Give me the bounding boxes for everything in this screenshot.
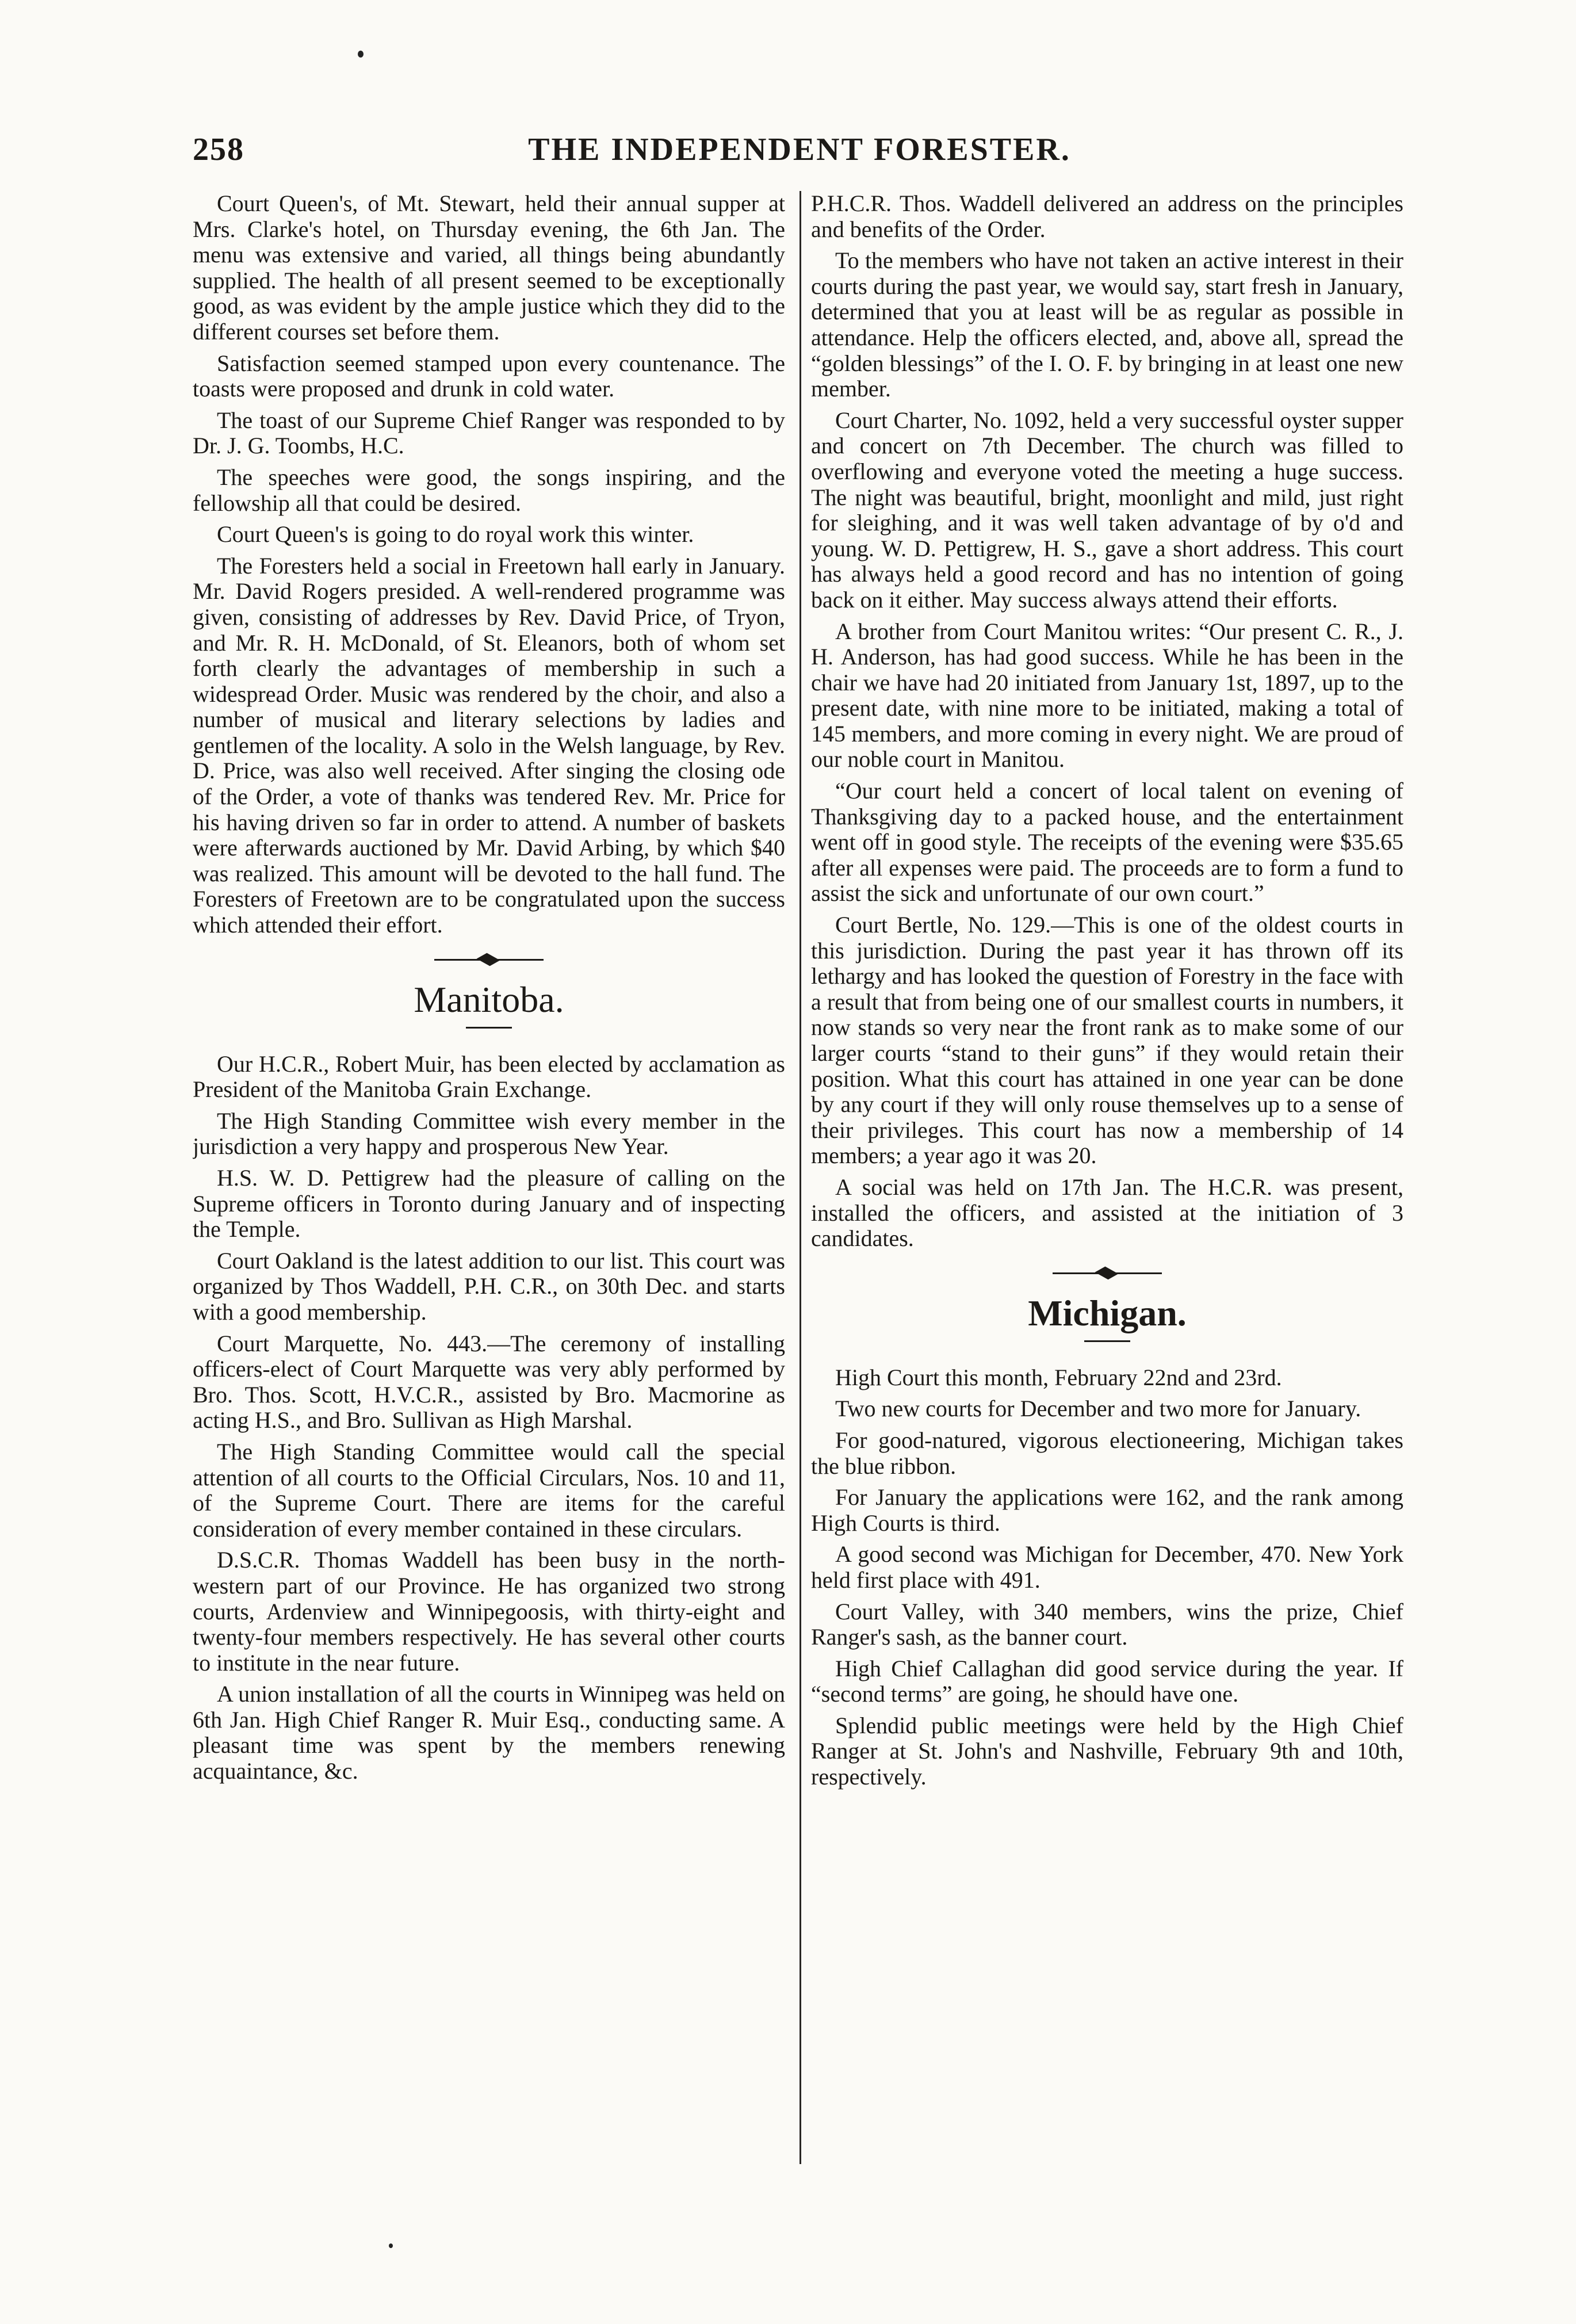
article-paragraph: The High Standing Committee wish every member in the jurisdiction a very happy and prosperous New Year. <box>193 1107 785 1160</box>
article-paragraph: The High Standing Committee would call the special attention of all courts to the Official Circulars, Nos. 10 and 11, of the Supreme Court. There are items for the careful consideration of every member contained in these circulars. <box>193 1438 785 1542</box>
article-paragraph: A brother from Court Manitou writes: “Our present C. R., J. H. Anderson, has had good success. While he has been in the chair we have had 20 initiated from January 1st, 1897, up to the present date, with nine more to be initiated, making a total of 145 members, and more coming in every night. We are proud of our noble court in Manitou. <box>811 618 1403 773</box>
heading-underline <box>1084 1340 1130 1342</box>
article-paragraph: The Foresters held a social in Freetown hall early in January. Mr. David Rogers presided. A well-rendered programme was given, consisting of addresses by Rev. David Price, of Tryon, and Mr. R. H. McDonald, of St. Eleanors, both of whom set forth clearly the advantages of membership in such a widespread Order. Music was rendered by the choir, and also a number of musical and literary selections by ladies and gentlemen of the locality. A solo in the Welsh language, by Rev. D. Price, was also well received. After singing the closing ode of the Order, a vote of thanks was tendered Rev. Mr. Price for his having driven so far in order to attend. A number of baskets were afterwards auctioned by Mr. David Arbing, by which $40 was realized. This amount will be devoted to the hall fund. The Foresters of Freetown are to be congratulated upon the success which attended their effort. <box>193 552 785 938</box>
article-paragraph: The toast of our Supreme Chief Ranger was responded to by Dr. J. G. Toombs, H.C. <box>193 407 785 459</box>
article-paragraph: High Court this month, February 22nd and 23rd. <box>835 1364 1282 1390</box>
article-paragraph: H.S. W. D. Pettigrew had the pleasure of calling on the Supreme officers in Toronto during January and of inspecting the Temple. <box>193 1165 785 1243</box>
article-paragraph: Two new courts for December and two more for January. <box>835 1396 1361 1422</box>
article-paragraph: Court Queen's, of Mt. Stewart, held their annual supper at Mrs. Clarke's hotel, on Thursday evening, the 6th Jan. The menu was extensive and varied, all things being abundantly supplied. The health of all present seemed to be exceptionally good, as was evident by the ample justice which they did to the different courses set before them. <box>193 191 785 345</box>
right-column <box>811 191 1403 2216</box>
article-paragraph: Court Charter, No. 1092, held a very successful oyster supper and concert on 7th December. The church was filled to overflowing and everyone voted the meeting a huge success. The night was beautiful, bright, moonlight and mild, just right for sleighing, and it was well taken advantage of by o'd and young. W. D. Pettigrew, H. S., gave a short address. This court has always held a good record and has no intention of going back on it either. May success always attend their efforts. <box>811 407 1403 613</box>
article-paragraph: Satisfaction seemed stamped upon every countenance. The toasts were proposed and drunk in cold water. <box>193 350 785 402</box>
section-heading-manitoba: Manitoba. <box>414 978 564 1020</box>
article-paragraph: Court Valley, with 340 members, wins the prize, Chief Ranger's sash, as the banner court. <box>811 1598 1403 1650</box>
article-paragraph: Court Marquette, No. 443.—The ceremony of installing officers-elect of Court Marquette was very ably performed by Bro. Thos. Scott, H.V.C.R., assisted by Bro. Macmorine as acting H.S., and Bro. Sullivan as High Marshal. <box>193 1330 785 1434</box>
article-paragraph: A union installation of all the courts in Winnipeg was held on 6th Jan. High Chief Ranger R. Muir Esq., conducting same. A pleasant time was spent by the members renewing acquaintance, &c. <box>193 1681 785 1784</box>
article-paragraph: For good-natured, vigorous electioneering, Michigan takes the blue ribbon. <box>811 1427 1403 1479</box>
article-paragraph: For January the applications were 162, and the rank among High Courts is third. <box>811 1484 1403 1536</box>
article-paragraph: A good second was Michigan for December, 470. New York held first place with 491. <box>811 1541 1403 1593</box>
article-paragraph: P.H.C.R. Thos. Waddell delivered an address on the principles and benefits of the Order. <box>811 191 1403 242</box>
page-header <box>193 131 1406 177</box>
article-paragraph: High Chief Callaghan did good service during the year. If “second terms” are going, he should have one. <box>811 1655 1403 1707</box>
journal-title: THE INDEPENDENT FORESTER. <box>528 132 1071 167</box>
article-paragraph: “Our court held a concert of local talent on evening of Thanksgiving day to a packed house, and the entertainment went off in good style. The receipts of the evening were $35.65 after all expenses were paid. The proceeds are to form a fund to assist the sick and unfortunate of our own court.” <box>811 778 1403 907</box>
article-paragraph: Court Queen's is going to do royal work this winter. <box>217 521 694 548</box>
section-heading-michigan: Michigan. <box>1028 1292 1187 1333</box>
article-paragraph: To the members who have not taken an active interest in their courts during the past year, we would say, start fresh in January, determined that you at least will be as regular as possible in attendance. Help the officers elected, and, above all, spread the “golden blessings” of the I. O. F. by bringing in at least one new member. <box>811 247 1403 402</box>
article-paragraph: Court Bertle, No. 129.—This is one of the oldest courts in this jurisdiction. During the past year it has thrown off its lethargy and has looked the question of Forestry in the face with a result that from being one of our smallest courts in numbers, it now stands so very near the front rank as to make some of our larger courts “stand to their guns” if they would retain their position. What this court has attained in one year can be done by any court if they will only rouse themselves up to a sense of their privileges. This court has now a membership of 14 members; a year ago it was 20. <box>811 912 1403 1169</box>
section-divider-ornament <box>193 955 785 964</box>
page-number: 258 <box>193 132 244 167</box>
article-paragraph: Our H.C.R., Robert Muir, has been elected by acclamation as President of the Manitoba Grain Exchange. <box>193 1050 785 1103</box>
heading-underline <box>466 1027 512 1029</box>
ink-dot <box>389 2243 393 2248</box>
article-paragraph: A social was held on 17th Jan. The H.C.R. was present, installed the officers, and assisted at the initiation of 3 candidates. <box>811 1174 1403 1252</box>
article-paragraph: Splendid public meetings were held by the High Chief Ranger at St. John's and Nashville, February 9th and 10th, respectively. <box>811 1712 1403 1790</box>
article-paragraph: Court Oakland is the latest addition to our list. This court was organized by Thos Waddell, P.H. C.R., on 30th Dec. and starts with a good membership. <box>193 1247 785 1325</box>
left-column <box>193 191 785 2216</box>
article-paragraph: The speeches were good, the songs inspiring, and the fellowship all that could be desired. <box>193 464 785 516</box>
column-divider <box>800 191 801 2164</box>
article-paragraph: D.S.C.R. Thomas Waddell has been busy in the north-western part of our Province. He has organized two strong courts, Ardenview and Winnipegoosis, with thirty-eight and twenty-four members respectively. He has several other courts to institute in the near future. <box>193 1547 785 1676</box>
ink-dot <box>358 51 364 58</box>
section-divider-ornament <box>811 1269 1403 1277</box>
